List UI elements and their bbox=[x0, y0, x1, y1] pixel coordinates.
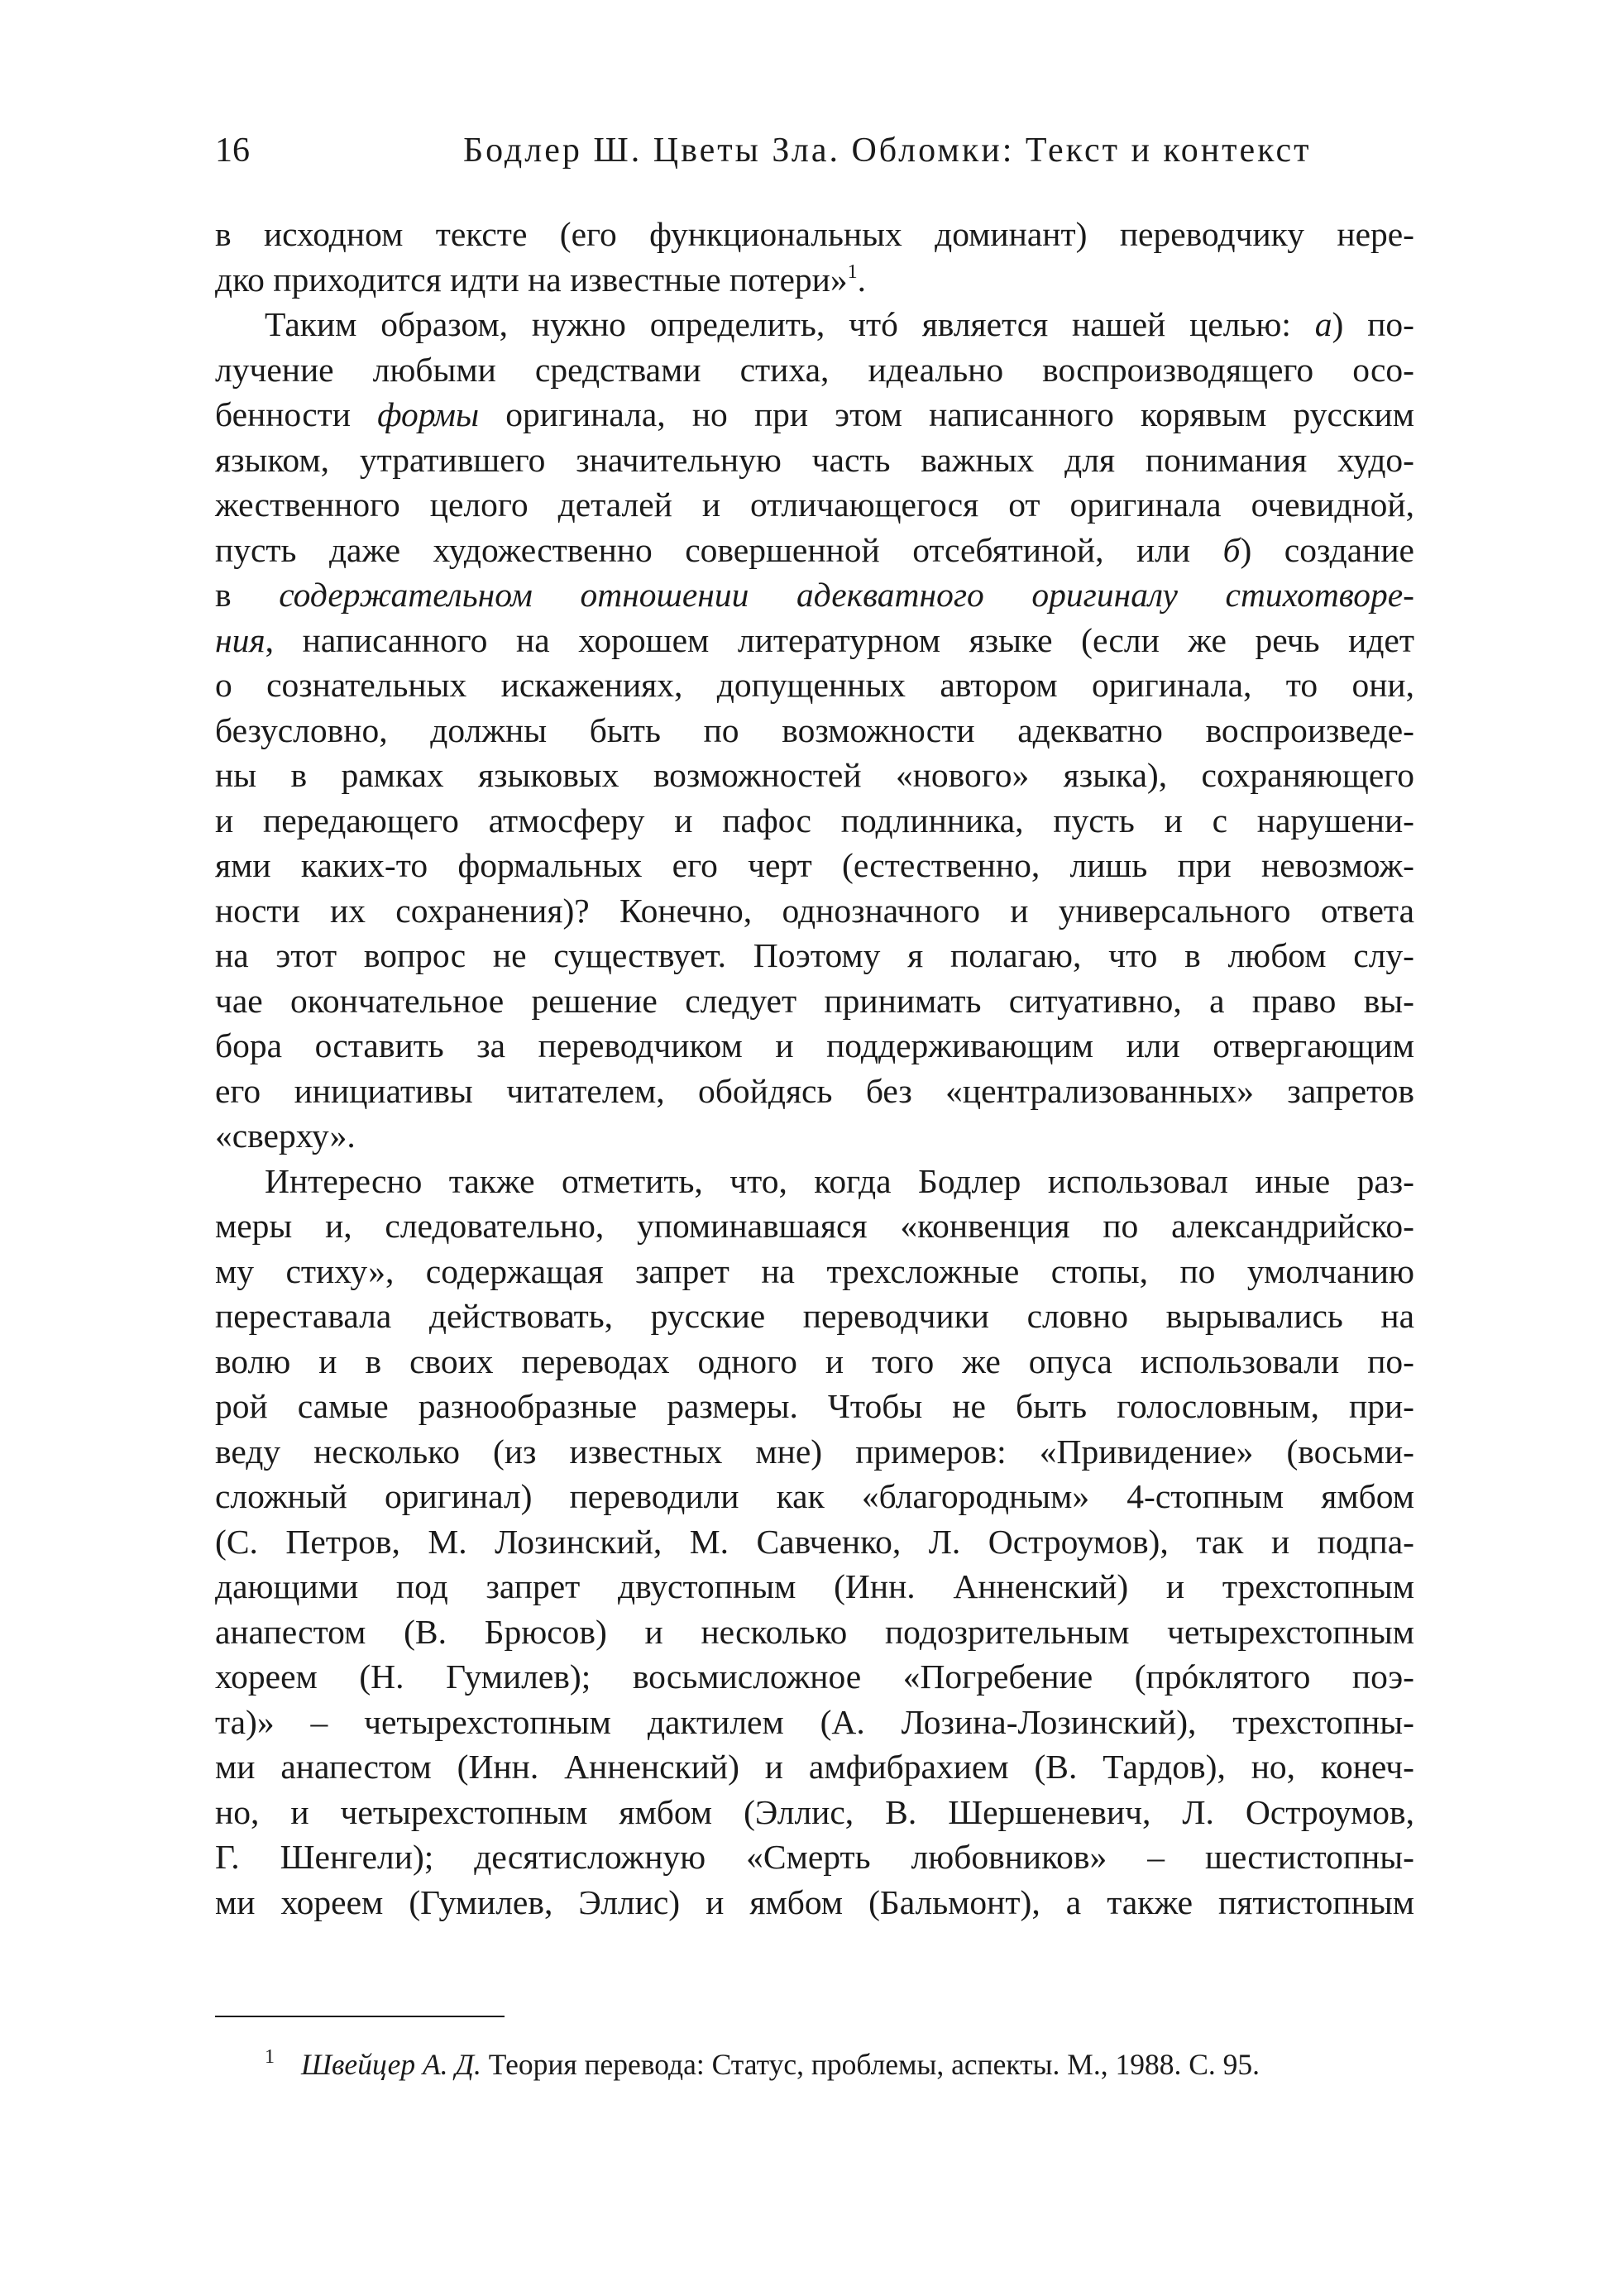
text-line: волю и в своих переводах одного и того же опуса использовали по- bbox=[215, 1342, 1414, 1380]
italic-label-b: б bbox=[1222, 530, 1241, 569]
text-line: хореем (Н. Гумилев); восьмисложное «Погребение (прóклятого поэ- bbox=[215, 1657, 1414, 1696]
running-title: Бодлер Ш. Цветы Зла. Обломки: Текст и контекст bbox=[463, 132, 1312, 170]
text-line: «сверху». bbox=[215, 1117, 356, 1155]
text-line: в исходном тексте (его функциональных доминант) переводчику нере- bbox=[215, 215, 1414, 253]
text-line: лучение любыми средствами стиха, идеально воспроизводящего осо- bbox=[215, 350, 1414, 389]
text-line: веду несколько (из известных мне) примеров: «Привидение» (восьми- bbox=[215, 1432, 1414, 1471]
italic-phrase: содержательном отношении адекватного оригиналу стихотворе- bbox=[279, 576, 1414, 614]
text-line: ности их сохранения)? Конечно, однозначного и универсального ответа bbox=[215, 891, 1414, 930]
text-line: та)» – четырехстопным дактилем (А. Лозина-Лозинский), трехстопны- bbox=[215, 1702, 1414, 1741]
text-line: на этот вопрос не существует. Поэтому я полагаю, что в любом слу- bbox=[215, 936, 1414, 974]
text-line: безусловно, должны быть по возможности адекватно воспроизведе- bbox=[215, 710, 1414, 749]
footnote-text: Теория перевода: Статус, проблемы, аспекты. М., 1988. С. 95. bbox=[481, 2048, 1260, 2081]
text-line: пусть даже художественно совершенной отсебятиной, или б) создание bbox=[215, 530, 1414, 569]
text-line: ями каких-то формальных его черт (естественно, лишь при невозмож- bbox=[215, 846, 1414, 884]
text-line: бора оставить за переводчиком и поддерживающим или отвергающим bbox=[215, 1026, 1414, 1064]
text-line: и передающего атмосферу и пафос подлинника, пусть и с нарушени- bbox=[215, 801, 1414, 839]
text-line: в содержательном отношении адекватного оригиналу стихотворе- bbox=[215, 576, 1414, 614]
text-line: о сознательных искажениях, допущенных автором оригинала, то они, bbox=[215, 666, 1414, 704]
footnote-author: Швейцер А. Д. bbox=[301, 2048, 481, 2081]
footnote-divider bbox=[215, 2016, 505, 2017]
text-line: (С. Петров, М. Лозинский, М. Савченко, Л. Остроумов), так и подпа- bbox=[215, 1522, 1414, 1561]
text-line: бенности формы оригинала, но при этом написанного корявым русским bbox=[215, 395, 1414, 433]
text-line: ми анапестом (Инн. Анненский) и амфибрахием (В. Тардов), но, конеч- bbox=[215, 1748, 1414, 1786]
italic-phrase: ния bbox=[215, 620, 265, 659]
text-line: анапестом (В. Брюсов) и несколько подозрительным четырехстопным bbox=[215, 1612, 1414, 1651]
text-line: меры и, следовательно, упоминавшаяся «конвенция по александрийско- bbox=[215, 1207, 1414, 1245]
text-line: дко приходится идти на известные потери»$^1$. bbox=[215, 260, 866, 299]
footnote-ref[interactable]: 1 bbox=[847, 261, 858, 283]
text-line: му стиху», содержащая запрет на трехсложные стопы, по умолчанию bbox=[215, 1251, 1414, 1290]
text-line: переставала действовать, русские переводчики словно вырывались на bbox=[215, 1297, 1414, 1335]
italic-label-a: а bbox=[1314, 305, 1332, 343]
text-line: языком, утратившего значительную часть важных для понимания худо- bbox=[215, 440, 1414, 479]
text-line: ны в рамках языковых возможностей «нового» языка), сохраняющего bbox=[215, 756, 1414, 794]
text-line: дающими под запрет двустопным (Инн. Анненский) и трехстопным bbox=[215, 1567, 1414, 1605]
paragraph-1 bbox=[215, 212, 1414, 302]
italic-word-forma: формы bbox=[377, 395, 480, 433]
text-line: Таким образом, нужно определить, чтó является нашей целью: а) по- bbox=[265, 305, 1414, 343]
text-line: ми хореем (Гумилев, Эллис) и ямбом (Бальмонт), а также пятистопным bbox=[215, 1882, 1414, 1921]
text-line: сложный оригинал) переводили как «благородным» 4-стопным ямбом bbox=[215, 1477, 1414, 1515]
paragraph-3 bbox=[215, 1159, 1414, 1925]
text-line: чае окончательное решение следует принимать ситуативно, а право вы- bbox=[215, 981, 1414, 1020]
text-line: Интересно также отметить, что, когда Бодлер использовал иные раз- bbox=[265, 1161, 1414, 1200]
running-head bbox=[215, 126, 1414, 175]
text-line: но, и четырехстопным ямбом (Эллис, В. Шершеневич, Л. Остроумов, bbox=[215, 1792, 1414, 1831]
book-page bbox=[215, 0, 1414, 2296]
paragraph-2 bbox=[215, 302, 1414, 1159]
text-line: Г. Шенгели); десятисложную «Смерть любовников» – шестистопны- bbox=[215, 1838, 1414, 1876]
text-line: жественного целого деталей и отличающегося от оригинала очевидной, bbox=[215, 486, 1414, 524]
body-text bbox=[215, 212, 1414, 1925]
footnote bbox=[265, 2036, 1414, 2085]
page-number: 16 bbox=[215, 132, 250, 170]
text-line: рой самые разнообразные размеры. Чтобы не быть голословным, при- bbox=[215, 1387, 1414, 1425]
text-line: его инициативы читателем, обойдясь без «централизованных» запретов bbox=[215, 1071, 1414, 1110]
text-line: ния, написанного на хорошем литературном языке (если же речь идет bbox=[215, 620, 1414, 659]
footnote-mark: 1 bbox=[265, 2046, 275, 2068]
